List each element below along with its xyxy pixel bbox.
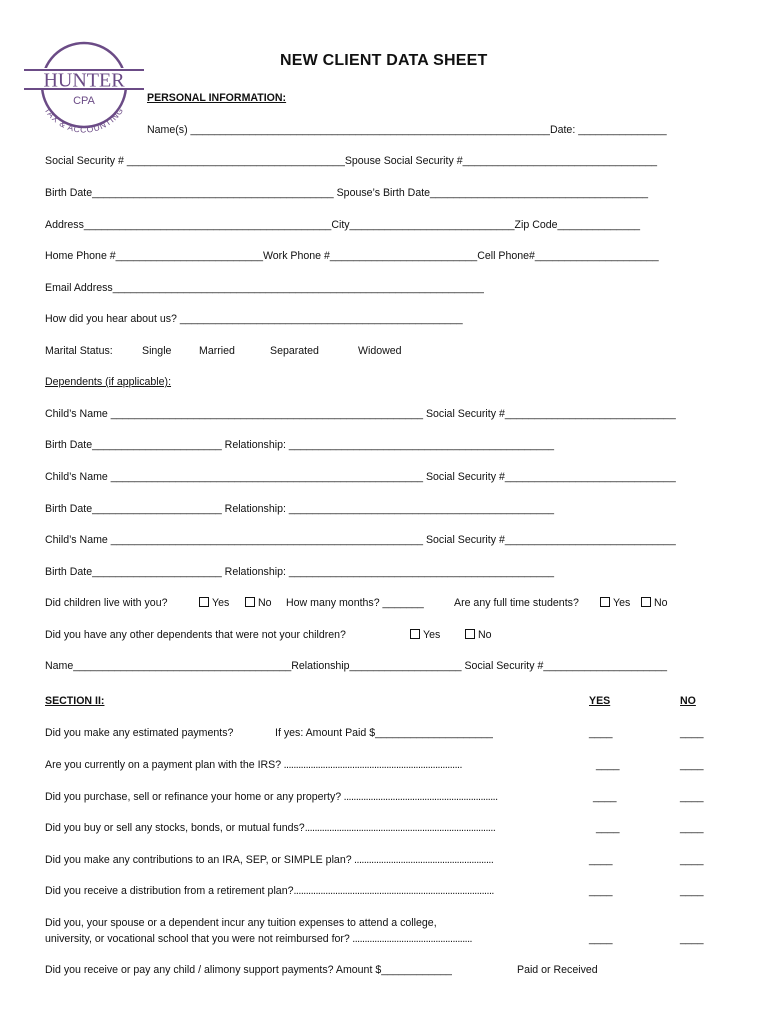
logo-brand-text: HUNTER xyxy=(43,69,125,92)
question-payment-plan: Are you currently on a payment plan with the IRS? ......................................................................... xyxy=(45,759,462,771)
child-name-field[interactable]: Child’s Name _____________________________________________________ Social Security #_____________________________ xyxy=(45,408,676,420)
question-ira: Did you make any contributions to an IRA, SEP, or SIMPLE plan? ......................................................... xyxy=(45,854,494,866)
names-date-field[interactable]: Name(s) _____________________________________________________________Date: _______________ xyxy=(147,124,667,136)
answer-no-blank[interactable]: ____ xyxy=(680,854,704,866)
answer-yes-blank[interactable]: ____ xyxy=(596,822,620,834)
question-tuition-line2: university, or vocational school that you were not reimbursed for? ................................................. xyxy=(45,933,472,945)
checkbox-icon[interactable] xyxy=(245,597,255,607)
marital-status-label: Marital Status: xyxy=(45,345,113,357)
other-dependent-field[interactable]: Name_____________________________________Relationship___________________ Social Security #_____________________ xyxy=(45,660,668,672)
other-dependents-no[interactable]: No xyxy=(465,629,492,641)
question-retirement: Did you receive a distribution from a retirement plan?.................................................................................. xyxy=(45,885,494,897)
answer-no-blank[interactable]: ____ xyxy=(680,759,704,771)
child-name-field[interactable]: Child’s Name _____________________________________________________ Social Security #_____________________________ xyxy=(45,471,676,483)
section-2-heading: SECTION II: xyxy=(45,695,105,707)
dependents-heading: Dependents (if applicable): xyxy=(45,376,172,388)
children-live-yes[interactable]: Yes xyxy=(199,597,229,609)
yes-column-header: YES xyxy=(589,695,611,707)
dot-leader: ................................................. xyxy=(349,933,472,945)
logo-sub-text: CPA xyxy=(73,95,95,107)
support-payments-field[interactable]: Did you receive or pay any child / alimony support payments? Amount $____________ xyxy=(45,964,452,976)
paid-or-received-label: Paid or Received xyxy=(517,964,598,976)
hear-about-field[interactable]: How did you hear about us? ________________________________________________ xyxy=(45,313,463,325)
svg-text:TAX & ACCOUNTING xyxy=(42,105,125,134)
marital-option-single[interactable]: Single xyxy=(142,345,172,357)
hunter-cpa-logo xyxy=(24,38,144,138)
no-column-header: NO xyxy=(680,695,696,707)
dot-leader: .................................................................................. xyxy=(293,885,494,897)
fulltime-yes[interactable]: Yes xyxy=(600,597,630,609)
child-birth-field[interactable]: Birth Date______________________ Relationship: _____________________________________________ xyxy=(45,566,554,578)
logo-tagline-text: TAX & ACCOUNTING xyxy=(42,105,126,135)
other-dependents-yes[interactable]: Yes xyxy=(410,629,440,641)
birth-date-field[interactable]: Birth Date_________________________________________ Spouse’s Birth Date_____________________________________ xyxy=(45,187,649,199)
children-live-question: Did children live with you? xyxy=(45,597,168,609)
children-live-no[interactable]: No xyxy=(245,597,272,609)
question-stocks: Did you buy or sell any stocks, bonds, or mutual funds?.............................................................................. xyxy=(45,822,496,834)
dot-leader: ......................................................................... xyxy=(281,759,462,771)
marital-option-married[interactable]: Married xyxy=(199,345,235,357)
dot-leader: .............................................................................. xyxy=(304,822,496,834)
answer-yes-blank[interactable]: ____ xyxy=(589,933,613,945)
email-field[interactable]: Email Address_______________________________________________________________ xyxy=(45,282,484,294)
answer-no-blank[interactable]: ____ xyxy=(680,885,704,897)
answer-no-blank[interactable]: ____ xyxy=(680,727,704,739)
fulltime-question: Are any full time students? xyxy=(454,597,579,609)
answer-yes-blank[interactable]: ____ xyxy=(589,854,613,866)
dot-leader: ............................................................... xyxy=(341,791,498,803)
answer-no-blank[interactable]: ____ xyxy=(680,822,704,834)
other-dependents-question: Did you have any other dependents that were not your children? xyxy=(45,629,346,641)
phone-field[interactable]: Home Phone #_________________________Work Phone #_________________________Cell Phone#_____________________ xyxy=(45,250,659,262)
dot-leader: ......................................................... xyxy=(351,854,494,866)
answer-no-blank[interactable]: ____ xyxy=(680,791,704,803)
child-birth-field[interactable]: Birth Date______________________ Relationship: _____________________________________________ xyxy=(45,439,554,451)
address-field[interactable]: Address__________________________________________City____________________________Zip Code______________ xyxy=(45,219,640,231)
checkbox-icon[interactable] xyxy=(641,597,651,607)
checkbox-icon[interactable] xyxy=(199,597,209,607)
answer-yes-blank[interactable]: ____ xyxy=(589,885,613,897)
personal-info-heading: PERSONAL INFORMATION: xyxy=(147,92,287,104)
answer-yes-blank[interactable]: ____ xyxy=(589,727,613,739)
marital-option-separated[interactable]: Separated xyxy=(270,345,319,357)
estimated-payments-question: Did you make any estimated payments? xyxy=(45,727,234,739)
ssn-field[interactable]: Social Security # _____________________________________Spouse Social Security #_________________________________ xyxy=(45,155,658,167)
checkbox-icon[interactable] xyxy=(465,629,475,639)
amount-paid-field[interactable]: If yes: Amount Paid $____________________ xyxy=(275,727,493,739)
child-birth-field[interactable]: Birth Date______________________ Relationship: _____________________________________________ xyxy=(45,503,554,515)
fulltime-no[interactable]: No xyxy=(641,597,668,609)
question-tuition-line1: Did you, your spouse or a dependent incur any tuition expenses to attend a college, xyxy=(45,917,437,929)
answer-yes-blank[interactable]: ____ xyxy=(593,791,617,803)
page-title: NEW CLIENT DATA SHEET xyxy=(280,52,488,69)
checkbox-icon[interactable] xyxy=(600,597,610,607)
marital-option-widowed[interactable]: Widowed xyxy=(358,345,402,357)
answer-yes-blank[interactable]: ____ xyxy=(596,759,620,771)
checkbox-icon[interactable] xyxy=(410,629,420,639)
question-property: Did you purchase, sell or refinance your home or any property? ............................................................... xyxy=(45,791,498,803)
answer-no-blank[interactable]: ____ xyxy=(680,933,704,945)
child-name-field[interactable]: Child’s Name _____________________________________________________ Social Security #_____________________________ xyxy=(45,534,676,546)
months-field[interactable]: How many months? _______ xyxy=(286,597,424,609)
